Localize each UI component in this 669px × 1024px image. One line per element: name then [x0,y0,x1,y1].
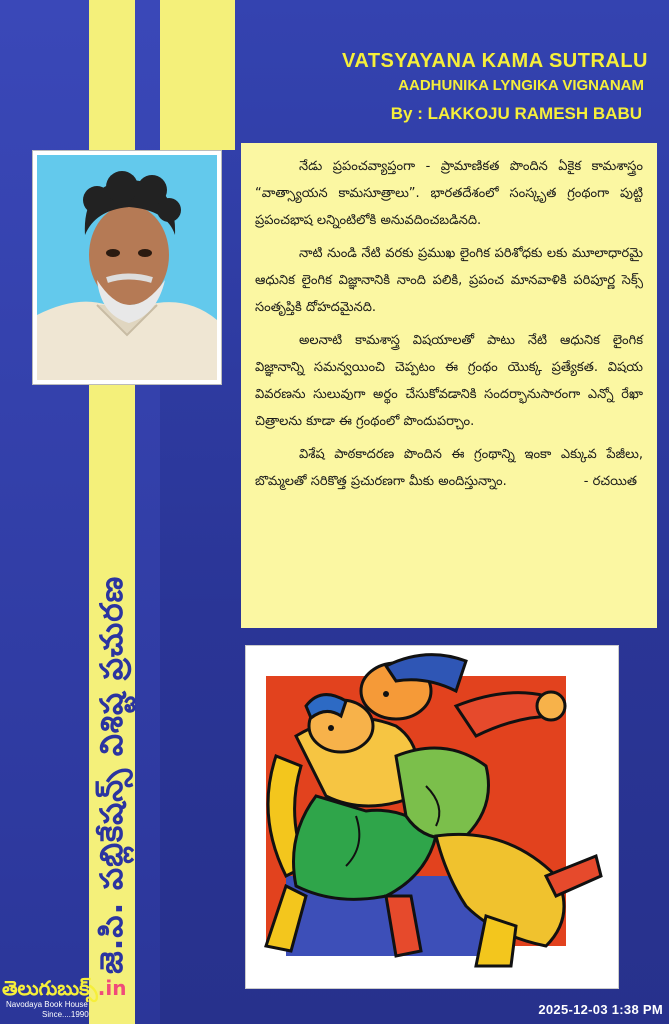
yellow-stripe-upper [160,0,235,150]
publisher-logo [2,976,132,1022]
author-portrait-image [37,155,217,380]
title-block [236,50,656,124]
logo-wordmark [2,976,132,1000]
logo-since: Since....1990 [42,1010,89,1019]
blurb-box [241,143,657,628]
logo-tagline: Navodaya Book House [6,1000,88,1009]
photo-timestamp: 2025-12-03 1:38 PM [538,1002,663,1017]
blurb-paragraph: నాటి నుండి నేటి వరకు ప్రముఖ లైంగిక పరిశోధకు లకు మూలాధారమై ఆధునిక లైంగిక విజ్ఞానానికి నాంది పలికి, ప్రపంచ మానవాళికి పరిపూర్ణ సెక్స్ సంతృప్తికి దోహదమైనది. [255,246,643,315]
blurb-signature: - రచయిత [583,474,637,489]
spine-publisher-text: జె.పి. పబ్లికేషన్స్ విశిష్ట ప్రచురణ [94,575,130,975]
blurb-paragraph: అలనాటి కామశాస్త్ర విషయాలతో పాటు నేటి ఆధునిక లైంగిక విజ్ఞానాన్ని సమన్వయించి చెప్పటం ఈ గ్రంథం యొక్క ప్రత్యేకత. విషయ వివరణను సులువుగా అర్థం చేసుకోవడానికి సందర్భానుసారంగా ఎన్నో రేఖా చిత్రాలను కూడా ఈ గ్రంథంలో పొందుపర్చాం. [255,333,643,429]
blurb-paragraph: నేడు ప్రపంచవ్యాప్తంగా - ప్రామాణికత పొందిన ఏకైక కామశాస్త్రం “వాత్స్యాయన కామసూత్రాలు”. భారతదేశంలో సంస్కృత గ్రంథంగా పుట్టి ప్రపంచభాష లన్నింటిలోకి అనువదించబడినది. [255,159,643,228]
logo-main-text: తెలుగుబుక్స్ [2,976,98,1000]
author-line: By : LAKKOJU RAMESH BABU [390,104,642,123]
logo-domain-suffix: .in [97,976,127,1000]
illustration-artwork [245,645,619,989]
blurb-paragraph: విశేష పాఠకాదరణ పొందిన ఈ గ్రంథాన్ని ఇంకా ఎక్కువ పేజీలు, బొమ్మలతో సరికొత్త ప్రచురణగా మీకు అందిస్తున్నాం. [255,447,643,489]
dancing-couple-illustration [246,646,618,988]
book-subtitle: AADHUNIKA LYNGIKA VIGNANAM [398,77,644,94]
author-photo [32,150,222,385]
book-title: VATSYAYANA KAMA SUTRALU [342,50,648,72]
